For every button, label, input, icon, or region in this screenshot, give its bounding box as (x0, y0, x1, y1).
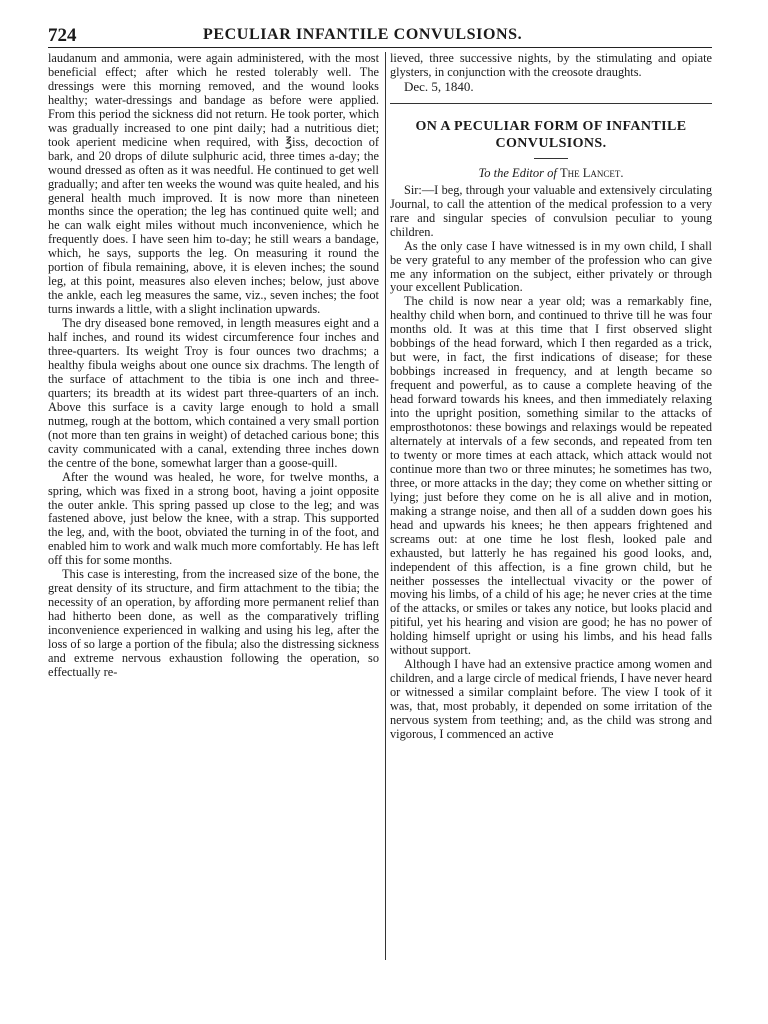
journal-name: The Lancet. (559, 165, 624, 180)
section-rule (390, 103, 712, 104)
paragraph: As the only case I have witnessed is in my own child, I shall be very grateful to any member of the profession who can give me any information on the subject, either privately or through your excellent Publication. (390, 238, 712, 295)
article-title: ON A PECULIAR FORM OF INFANTILE CONVULSIONS. (415, 118, 687, 151)
running-header (48, 25, 712, 48)
paragraph: Sir:—I beg, through your valuable and extensively circulating Journal, to call the attention of the medical profession to a very rare and singular species of convulsion peculiar to young children. (390, 182, 712, 239)
addressed-to (390, 167, 712, 181)
paragraph: laudanum and ammonia, were again administered, with the most beneficial effect; after which he rested tolerably well. The dressings were this morning removed, and the wound looks healthy; water-dressings and bandage as before were applied. From this period the sickness did not return. He took porter, which was gradually increased to one pint daily; had a nutritious diet; took aperient medicine when required, with ℥iss, decoction of bark, and 20 drops of dilute sulphuric acid, three times a-day; the wound dressed as often as it was needful. He continued to get well gradually; and after ten weeks the wound was quite healed, and his general health much improved. It is now more than nineteen months since the operation; the leg has continued quite well; and he can walk eight miles without much inconvenience, which he frequently does. I have seen him to-day; he still wears a bandage, which, he says, supports the leg. On measuring it round the portion of fibula remaining, above, it is eleven inches; the sound leg, at this point, measures also eleven inches; below, just above the ankle, each leg measures the same, viz., seven inches; the foot turns inwards a little, with a slight inclination upwards. (48, 52, 379, 317)
running-title: PECULIAR INFANTILE CONVULSIONS. (203, 26, 523, 43)
right-column (390, 52, 712, 964)
paragraph: This case is interesting, from the increased size of the bone, the great density of its structure, and firm attachment to the tibia; the necessity of an operation, by affording more permanent relief than had hitherto been done, as well as the comparatively trifling inconvenience experienced in walking and using his leg, after the loss of so large a portion of the fibula; also the distressing sickness and extreme nervous exhaustion following the operation, so effectually re- (48, 567, 379, 679)
addressed-to-prefix: To the Editor of (478, 165, 557, 180)
column-divider (385, 52, 386, 960)
continuation-paragraph: lieved, three successive nights, by the stimulating and opiate glysters, in conjunction with the creosote draughts. (390, 52, 712, 79)
paragraph: After the wound was healed, he wore, for twelve months, a spring, which was fixed in a strong boot, having a joint opposite the outer ankle. This spring passed up close to the leg; and was fastened above, just below the knee, with a strap. This supported the leg, and, with the boot, obviated the turning in of the foot, and enabled him to work and walk much more comfortably. He has left off this for some months. (48, 469, 379, 568)
paragraph: Although I have had an extensive practice among women and children, and a large circle of medical friends, I have never heard or witnessed a similar complaint before. The view I took of it was, that, most probably, it depended on some irritation of the nervous system from teething; and, as the child was strong and vigorous, I commenced an active (390, 657, 712, 741)
paragraph: The dry diseased bone removed, in length measures eight and a half inches, and round its widest circumference four inches and three-quarters. Its weight Troy is four ounces two drachms; a healthy fibula weighs about one ounce six drachms. The length of the surface of attachment to the tibia is one inch and three-quarters; its breadth at its widest part three-quarters of an inch. Above this surface is a cavity large enough to hold a small nutmeg, rough at the bottom, which contained a very small portion (not more than ten grains in weight) of detached carious bone; this cavity communicated with a canal, extending three inches down the centre of the bone, somewhat larger than a goose-quill. (48, 316, 379, 470)
left-column (48, 52, 379, 964)
page-number: 724 (48, 25, 77, 46)
title-rule (534, 158, 568, 159)
letter-date: Dec. 5, 1840. (404, 78, 474, 94)
paragraph: The child is now near a year old; was a remarkably fine, healthy child when born, and continued to thrive till he was four months old. It was at this time that I first observed slight bobbings of the head forward, which I then regarded as a trick, but were, in fact, the first indications of disease; for these bobbings increased in frequency, and at length became so frequent and powerful, as to cause a complete heaving of the head forward towards his knees, and then immediately relaxing into the upright position, something similar to the attacks of emprosthotonos: these bowings and relaxings would be repeated alternately at intervals of a few seconds, and repeated from ten to twenty or more times at each attack, which attack would not continue more than two or three minutes; he sometimes has two, three, or more attacks in the day; they come on whether sitting or lying; just before they come on he is all alive and in motion, making a strange noise, and then all of a sudden down goes his head and upwards his knees; he then appears frightened and screams out: at one time he lost flesh, looked pale and exhausted, but latterly he has regained his good looks, and, independent of this affection, is a fine grown child, but he neither possesses the intellectual vivacity or the power of moving his limbs, of a child of his age; he never cries at the time of the attacks, or smiles or takes any notice, but looks placid and pitiful, yet his hearing and vision are good; he has no power of holding himself upright or using his limbs, and his head falls without support. (390, 294, 712, 658)
